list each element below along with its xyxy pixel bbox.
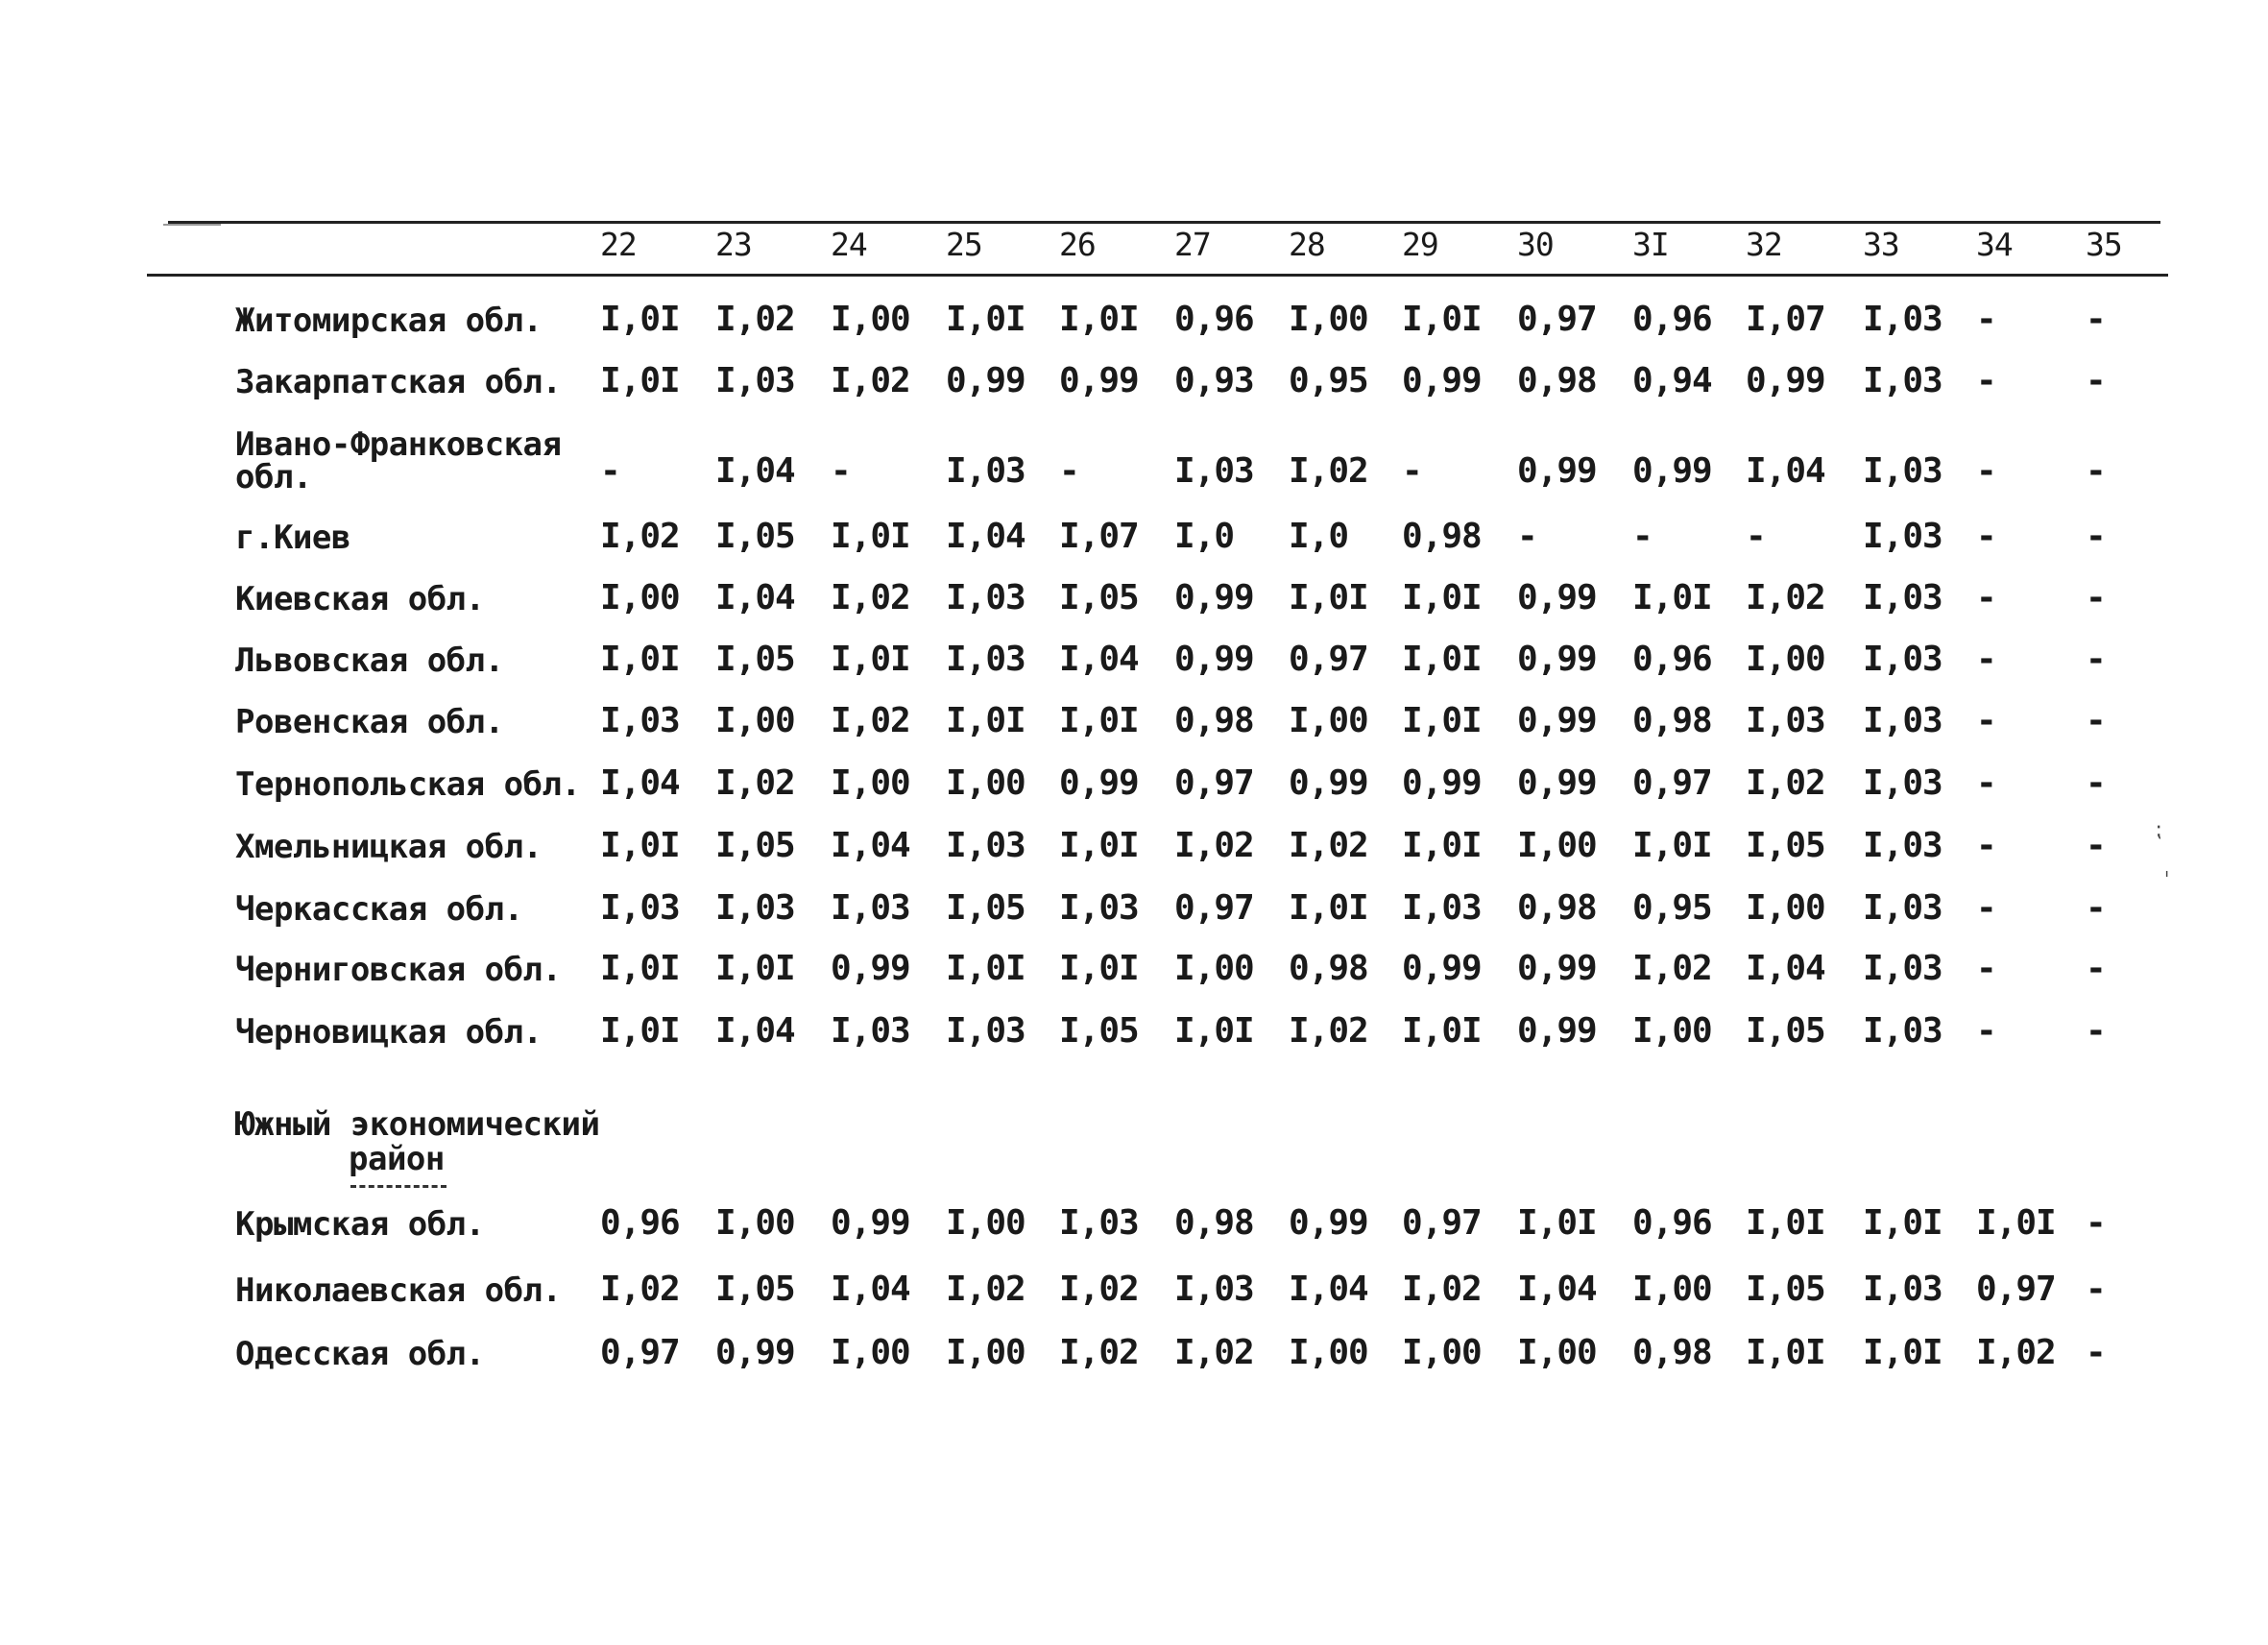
table-cell: I,0I: [1402, 300, 1482, 339]
section-heading-underline: [350, 1185, 446, 1188]
table-cell: I,03: [600, 888, 680, 928]
table-cell: -: [1976, 949, 1996, 988]
row-label: Закарпатская обл.: [235, 363, 562, 401]
table-cell: -: [831, 451, 851, 491]
table-cell: I,05: [715, 826, 795, 865]
table-cell: I,02: [1174, 1333, 1254, 1372]
table-cell: I,03: [1863, 640, 1942, 679]
table-cell: -: [1976, 640, 1996, 679]
table-cell: -: [1976, 701, 1996, 740]
row-label: Хмельницкая обл.: [235, 828, 543, 866]
table-cell: I,00: [1517, 1333, 1597, 1372]
table-cell: I,0I: [1402, 578, 1482, 617]
table-cell: I,00: [1174, 949, 1254, 988]
table-cell: I,03: [1746, 701, 1825, 740]
table-cell: I,04: [600, 763, 680, 803]
row-label: Черновицкая обл.: [235, 1013, 543, 1052]
table-cell: 0,93: [1174, 361, 1254, 400]
table-cell: -: [2086, 826, 2106, 865]
table-cell: I,03: [1863, 888, 1942, 928]
table-cell: I,02: [1632, 949, 1712, 988]
table-cell: 0,96: [1632, 1203, 1712, 1243]
table-cell: 0,98: [1289, 949, 1368, 988]
row-label-line2: обл.: [235, 458, 312, 496]
column-header: 27: [1174, 226, 1211, 263]
table-top-rule: [168, 221, 2160, 224]
table-cell: I,00: [1402, 1333, 1482, 1372]
table-cell: I,00: [831, 1333, 910, 1372]
table-cell: I,02: [1976, 1333, 2056, 1372]
table-cell: I,0I: [1402, 640, 1482, 679]
table-cell: -: [2086, 888, 2106, 928]
table-cell: -: [1976, 826, 1996, 865]
scan-mark: ˈ: [2160, 869, 2174, 893]
table-cell: I,03: [1174, 1270, 1254, 1309]
table-cell: I,00: [1517, 826, 1597, 865]
table-cell: I,03: [1863, 949, 1942, 988]
table-cell: I,02: [1289, 1011, 1368, 1051]
table-cell: I,02: [1059, 1333, 1139, 1372]
table-cell: I,04: [1746, 949, 1825, 988]
table-cell: 0,98: [1517, 888, 1597, 928]
table-cell: 0,98: [1174, 1203, 1254, 1243]
column-header: 30: [1517, 226, 1554, 263]
table-cell: I,0I: [1059, 826, 1139, 865]
table-cell: I,00: [600, 578, 680, 617]
table-cell: 0,99: [1517, 701, 1597, 740]
table-cell: -: [2086, 361, 2106, 400]
table-cell: I,0I: [1632, 826, 1712, 865]
table-cell: I,0I: [946, 701, 1025, 740]
table-cell: -: [1976, 361, 1996, 400]
table-cell: I,0I: [1517, 1203, 1597, 1243]
table-cell: I,04: [715, 451, 795, 491]
table-cell: I,02: [715, 763, 795, 803]
table-cell: I,05: [946, 888, 1025, 928]
table-cell: I,05: [715, 640, 795, 679]
table-cell: I,04: [715, 578, 795, 617]
row-label: Львовская обл.: [235, 641, 504, 680]
table-cell: -: [2086, 300, 2106, 339]
table-cell: I,03: [831, 1011, 910, 1051]
table-cell: -: [2086, 763, 2106, 803]
table-cell: -: [1976, 1011, 1996, 1051]
column-header: 23: [715, 226, 752, 263]
table-cell: 0,98: [1632, 1333, 1712, 1372]
table-cell: I,04: [1059, 640, 1139, 679]
row-label: Ровенская обл.: [235, 703, 504, 741]
table-cell: I,02: [715, 300, 795, 339]
table-cell: I,0I: [715, 949, 795, 988]
table-cell: 0,99: [1174, 578, 1254, 617]
table-cell: I,00: [946, 763, 1025, 803]
table-cell: I,05: [715, 517, 795, 556]
table-cell: I,03: [1059, 1203, 1139, 1243]
table-cell: I,03: [1863, 578, 1942, 617]
row-label: г.Киев: [235, 519, 350, 557]
table-cell: I,0I: [1289, 578, 1368, 617]
table-cell: 0,95: [1289, 361, 1368, 400]
table-cell: I,05: [1746, 1270, 1825, 1309]
table-cell: I,00: [715, 1203, 795, 1243]
table-cell: I,07: [1746, 300, 1825, 339]
table-cell: I,03: [1402, 888, 1482, 928]
table-cell: 0,96: [1174, 300, 1254, 339]
table-cell: I,03: [1863, 826, 1942, 865]
table-cell: 0,97: [1289, 640, 1368, 679]
table-cell: I,0I: [1289, 888, 1368, 928]
table-cell: I,03: [1863, 517, 1942, 556]
table-cell: I,00: [831, 300, 910, 339]
table-cell: 0,97: [1174, 888, 1254, 928]
table-cell: 0,99: [1517, 763, 1597, 803]
table-cell: I,0I: [600, 949, 680, 988]
table-cell: I,0I: [1402, 1011, 1482, 1051]
table-cell: I,05: [1059, 578, 1139, 617]
table-cell: I,00: [946, 1203, 1025, 1243]
column-header: 28: [1289, 226, 1325, 263]
table-cell: -: [1976, 578, 1996, 617]
table-cell: I,0I: [600, 1011, 680, 1051]
table-cell: 0,99: [1059, 763, 1139, 803]
table-cell: -: [1976, 888, 1996, 928]
table-cell: I,00: [946, 1333, 1025, 1372]
table-header-bottom-rule: [147, 274, 2168, 277]
table-cell: I,0I: [1059, 701, 1139, 740]
table-cell: 0,97: [1517, 300, 1597, 339]
table-cell: 0,97: [1174, 763, 1254, 803]
table-cell: 0,99: [1517, 578, 1597, 617]
table-cell: 0,99: [831, 949, 910, 988]
column-header: 33: [1863, 226, 1899, 263]
table-cell: I,0I: [1632, 578, 1712, 617]
table-cell: -: [1976, 763, 1996, 803]
table-cell: I,0I: [946, 300, 1025, 339]
column-header: 26: [1059, 226, 1096, 263]
table-cell: I,0I: [600, 640, 680, 679]
table-cell: I,04: [1289, 1270, 1368, 1309]
table-cell: I,03: [946, 1011, 1025, 1051]
table-cell: 0,99: [1402, 763, 1482, 803]
table-cell: 0,99: [831, 1203, 910, 1243]
table-cell: 0,99: [1517, 949, 1597, 988]
table-cell: -: [1517, 517, 1537, 556]
row-label: Крымская обл.: [235, 1205, 485, 1244]
table-cell: 0,98: [1517, 361, 1597, 400]
table-cell: I,02: [831, 578, 910, 617]
table-cell: I,0I: [1976, 1203, 2056, 1243]
table-cell: I,02: [1174, 826, 1254, 865]
table-cell: I,00: [831, 763, 910, 803]
table-cell: I,03: [1863, 451, 1942, 491]
table-cell: I,02: [1059, 1270, 1139, 1309]
column-header: 3I: [1632, 226, 1669, 263]
table-cell: 0,99: [946, 361, 1025, 400]
table-cell: 0,96: [600, 1203, 680, 1243]
table-cell: I,02: [831, 701, 910, 740]
table-cell: I,05: [1746, 1011, 1825, 1051]
table-cell: I,0I: [1863, 1333, 1942, 1372]
table-cell: -: [2086, 1203, 2106, 1243]
table-cell: 0,94: [1632, 361, 1712, 400]
table-top-rule-faint: [163, 224, 221, 226]
table-cell: I,0I: [1059, 300, 1139, 339]
table-cell: I,0I: [1402, 701, 1482, 740]
column-header: 29: [1402, 226, 1438, 263]
table-cell: I,0I: [1174, 1011, 1254, 1051]
row-label: [235, 425, 562, 496]
table-cell: 0,96: [1632, 300, 1712, 339]
table-cell: I,03: [1863, 1270, 1942, 1309]
table-cell: I,04: [715, 1011, 795, 1051]
table-cell: -: [1632, 517, 1653, 556]
table-cell: I,00: [1289, 300, 1368, 339]
table-cell: 0,99: [1746, 361, 1825, 400]
table-cell: -: [2086, 1270, 2106, 1309]
table-cell: I,0I: [1746, 1333, 1825, 1372]
table-cell: -: [2086, 701, 2106, 740]
table-cell: I,00: [1746, 888, 1825, 928]
table-cell: I,02: [1746, 578, 1825, 617]
table-cell: I,00: [715, 701, 795, 740]
table-cell: -: [2086, 578, 2106, 617]
table-cell: I,03: [1863, 300, 1942, 339]
table-cell: I,03: [1863, 361, 1942, 400]
table-cell: I,0I: [1059, 949, 1139, 988]
table-cell: I,0I: [1863, 1203, 1942, 1243]
table-cell: I,07: [1059, 517, 1139, 556]
table-cell: I,05: [715, 1270, 795, 1309]
table-cell: 0,97: [1632, 763, 1712, 803]
table-cell: I,0I: [946, 949, 1025, 988]
column-header: 32: [1746, 226, 1782, 263]
table-cell: I,00: [1632, 1270, 1712, 1309]
table-cell: I,03: [1863, 763, 1942, 803]
column-header: 35: [2086, 226, 2122, 263]
table-cell: 0,96: [1632, 640, 1712, 679]
table-cell: I,03: [600, 701, 680, 740]
table-cell: I,00: [1632, 1011, 1712, 1051]
table-cell: I,03: [1863, 1011, 1942, 1051]
row-label: Киевская обл.: [235, 580, 485, 618]
table-cell: I,03: [1863, 701, 1942, 740]
table-cell: -: [2086, 451, 2106, 491]
table-cell: I,02: [600, 517, 680, 556]
table-cell: I,00: [1289, 701, 1368, 740]
table-cell: 0,97: [600, 1333, 680, 1372]
section-heading-line1: Южный экономический: [235, 1105, 600, 1144]
table-cell: I,0I: [831, 517, 910, 556]
table-cell: I,0: [1174, 517, 1235, 556]
table-cell: 0,99: [1174, 640, 1254, 679]
table-cell: -: [2086, 517, 2106, 556]
table-cell: 0,99: [1289, 1203, 1368, 1243]
scan-mark: ⁏: [2155, 818, 2162, 842]
table-cell: I,03: [946, 640, 1025, 679]
table-cell: I,03: [715, 888, 795, 928]
table-cell: 0,97: [1402, 1203, 1482, 1243]
column-header: 34: [1976, 226, 2013, 263]
row-label: Тернопольская обл.: [235, 765, 581, 804]
table-cell: 0,99: [715, 1333, 795, 1372]
table-cell: I,0I: [1746, 1203, 1825, 1243]
table-cell: 0,97: [1976, 1270, 2056, 1309]
table-cell: 0,99: [1632, 451, 1712, 491]
table-cell: -: [600, 451, 620, 491]
table-cell: I,0I: [1402, 826, 1482, 865]
table-cell: I,03: [1174, 451, 1254, 491]
table-cell: -: [1976, 517, 1996, 556]
table-cell: 0,95: [1632, 888, 1712, 928]
table-cell: -: [2086, 1333, 2106, 1372]
table-cell: I,02: [1289, 826, 1368, 865]
table-cell: 0,99: [1289, 763, 1368, 803]
table-cell: I,0: [1289, 517, 1349, 556]
table-cell: 0,99: [1402, 949, 1482, 988]
table-cell: 0,99: [1517, 640, 1597, 679]
column-header: 25: [946, 226, 982, 263]
table-cell: I,03: [715, 361, 795, 400]
table-cell: I,02: [600, 1270, 680, 1309]
table-cell: I,04: [946, 517, 1025, 556]
table-cell: -: [2086, 949, 2106, 988]
table-cell: 0,99: [1517, 1011, 1597, 1051]
table-cell: I,03: [946, 451, 1025, 491]
table-cell: I,05: [1746, 826, 1825, 865]
table-cell: I,0I: [831, 640, 910, 679]
table-cell: I,02: [831, 361, 910, 400]
table-cell: I,0I: [600, 361, 680, 400]
table-cell: I,03: [946, 826, 1025, 865]
table-cell: I,00: [1746, 640, 1825, 679]
row-label: Житомирская обл.: [235, 302, 543, 340]
table-cell: I,02: [1289, 451, 1368, 491]
table-cell: -: [1976, 451, 1996, 491]
column-header: 22: [600, 226, 637, 263]
table-cell: 0,99: [1059, 361, 1139, 400]
table-cell: I,05: [1059, 1011, 1139, 1051]
table-cell: I,00: [1289, 1333, 1368, 1372]
table-cell: 0,98: [1632, 701, 1712, 740]
row-label: Одесская обл.: [235, 1335, 485, 1373]
section-heading-south: [235, 1107, 599, 1176]
table-cell: I,04: [831, 826, 910, 865]
table-cell: 0,99: [1402, 361, 1482, 400]
table-cell: I,03: [946, 578, 1025, 617]
table-cell: -: [2086, 640, 2106, 679]
table-cell: -: [2086, 1011, 2106, 1051]
table-cell: I,02: [1746, 763, 1825, 803]
table-cell: I,02: [1402, 1270, 1482, 1309]
row-label: Черкасская обл.: [235, 890, 523, 929]
row-label: Черниговская обл.: [235, 951, 562, 989]
table-cell: I,04: [1517, 1270, 1597, 1309]
table-cell: -: [1059, 451, 1079, 491]
table-cell: 0,99: [1517, 451, 1597, 491]
row-label: Николаевская обл.: [235, 1271, 562, 1310]
table-cell: I,02: [946, 1270, 1025, 1309]
column-header: 24: [831, 226, 867, 263]
table-cell: -: [1746, 517, 1766, 556]
table-cell: I,0I: [600, 826, 680, 865]
table-cell: 0,98: [1174, 701, 1254, 740]
table-cell: I,0I: [600, 300, 680, 339]
table-cell: 0,98: [1402, 517, 1482, 556]
row-label-line1: Ивано-Франковская: [235, 425, 562, 464]
table-cell: I,03: [831, 888, 910, 928]
table-cell: I,03: [1059, 888, 1139, 928]
table-cell: -: [1402, 451, 1422, 491]
table-cell: -: [1976, 300, 1996, 339]
table-cell: I,04: [1746, 451, 1825, 491]
section-heading-line2: район: [349, 1140, 445, 1178]
table-cell: I,04: [831, 1270, 910, 1309]
